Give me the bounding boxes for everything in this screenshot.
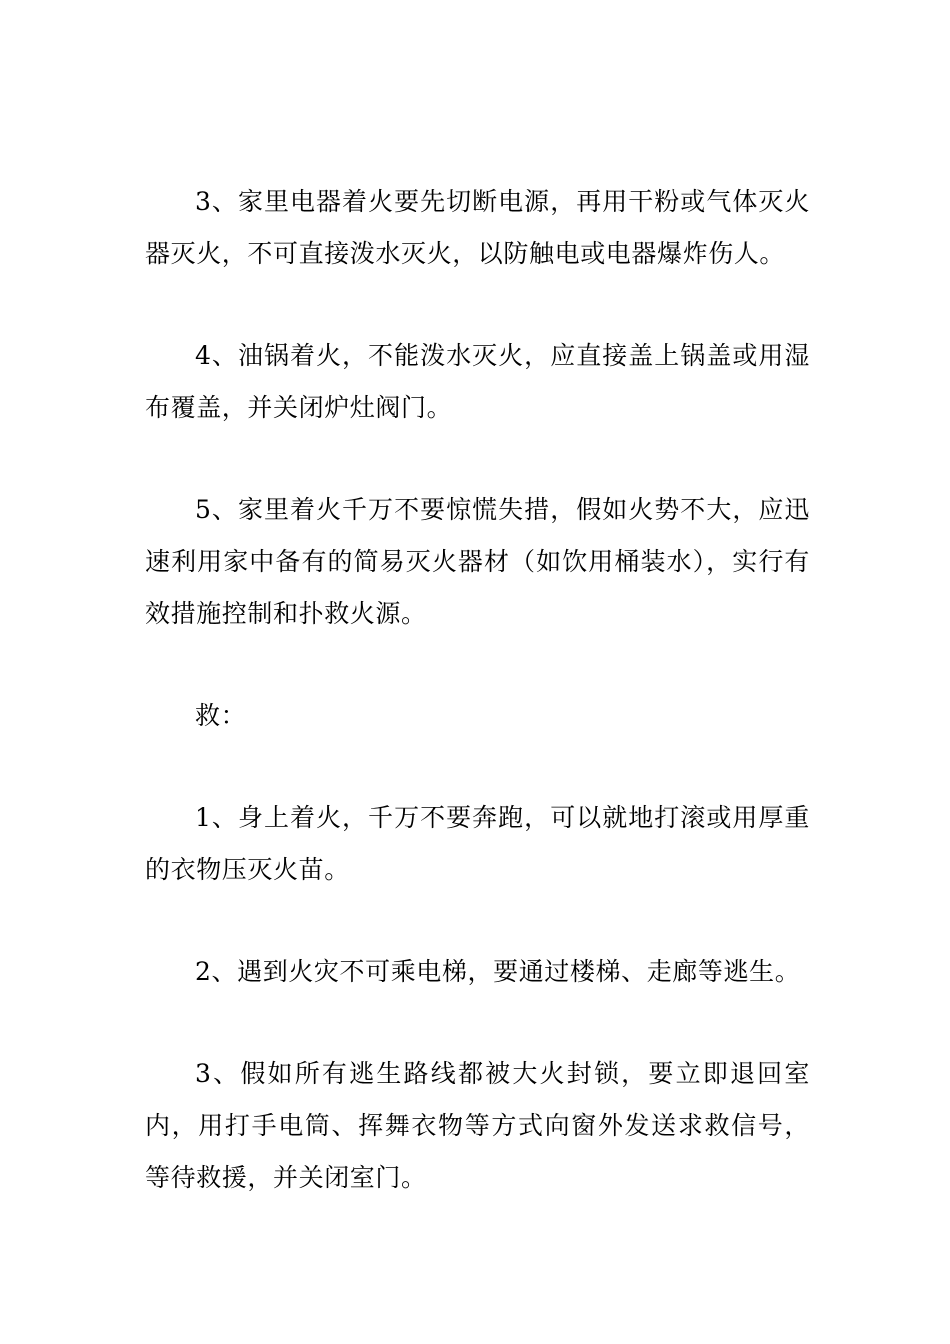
section-heading-rescue: 救：	[195, 701, 247, 730]
paragraph-no-elevator: 2、遇到火灾不可乘电梯，要通过楼梯、走廊等逃生。	[195, 957, 801, 986]
document-body	[145, 176, 810, 1254]
paragraph-electrical-fire: 3、家里电器着火要先切断电源，再用干粉或气体灭火器灭火，不可直接泼水灭火，以防触电或电器爆炸伤人。	[145, 187, 810, 268]
paragraph-stay-calm: 5、家里着火千万不要惊慌失措，假如火势不大，应迅速利用家中备有的简易灭火器材（如饮用桶装水），实行有效措施控制和扑救火源。	[145, 495, 810, 628]
paragraph-oil-pan-fire: 4、油锅着火，不能泼水灭火，应直接盖上锅盖或用湿布覆盖，并关闭炉灶阀门。	[145, 341, 810, 422]
paragraph-signal-for-help: 3、假如所有逃生路线都被大火封锁，要立即退回室内，用打手电筒、挥舞衣物等方式向窗外发送求救信号，等待救援，并关闭室门。	[145, 1059, 810, 1192]
paragraph-clothes-on-fire: 1、身上着火，千万不要奔跑，可以就地打滚或用厚重的衣物压灭火苗。	[145, 803, 810, 884]
